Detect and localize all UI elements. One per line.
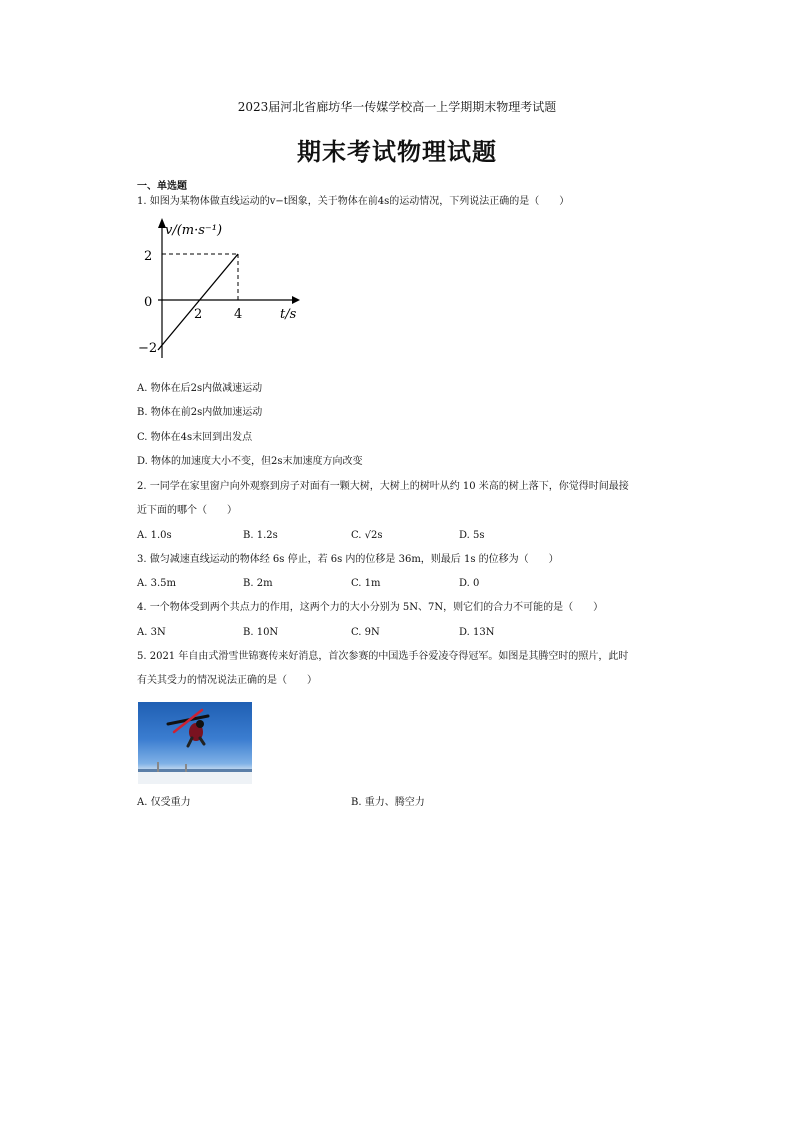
- question-2-stem-line2: 近下面的哪个（ ）: [137, 505, 237, 516]
- question-2-option-b: B. 1.2s: [243, 530, 278, 541]
- question-4-option-b: B. 10N: [243, 627, 279, 638]
- y-axis-label: v/(m·s⁻¹): [165, 223, 223, 238]
- x-tick-2: 2: [194, 307, 203, 322]
- question-4-option-a: A. 3N: [137, 627, 166, 638]
- question-2-option-d: D. 5s: [459, 530, 485, 541]
- question-4-stem: 4. 一个物体受到两个共点力的作用，这两个力的大小分别为 5N、7N，则它们的合力不可能的是（ ）: [137, 602, 604, 613]
- section-heading: 一、单选题: [137, 181, 187, 192]
- question-3-option-b: B. 2m: [243, 578, 273, 589]
- question-5-stem-line1: 5. 2021 年自由式滑雪世锦赛传来好消息，首次参赛的中国选手谷爱凌夺得冠军。如图是其腾空时的照片，此时: [137, 651, 629, 662]
- x-axis-arrow: [292, 296, 300, 304]
- question-3-option-c: C. 1m: [351, 578, 381, 589]
- x-axis-label: t/s: [280, 307, 297, 322]
- y-tick-2: 2: [144, 249, 153, 264]
- question-1-stem: 1. 如图为某物体做直线运动的v−t图象，关于物体在前4s的运动情况，下列说法正确的是（ ）: [137, 196, 570, 207]
- velocity-line: [158, 254, 238, 350]
- question-3-stem: 3. 做匀减速直线运动的物体经 6s 停止，若 6s 内的位移是 36m，则最后 1s 的位移为（ ）: [137, 554, 559, 565]
- question-1-option-d: D. 物体的加速度大小不变，但2s末加速度方向改变: [137, 456, 363, 467]
- question-1-option-b: B. 物体在前2s内做加速运动: [137, 407, 263, 418]
- x-tick-4: 4: [234, 307, 243, 322]
- question-1-option-a: A. 物体在后2s内做减速运动: [137, 383, 263, 394]
- y-tick-neg2: −2: [138, 341, 158, 356]
- question-5-option-b: B. 重力、腾空力: [351, 797, 425, 808]
- skier-photo: [138, 702, 252, 784]
- document-title: 期末考试物理试题: [297, 137, 497, 166]
- question-5-option-a: A. 仅受重力: [137, 797, 191, 808]
- question-2-option-c: C. √2s: [351, 530, 383, 541]
- question-4-option-d: D. 13N: [459, 627, 495, 638]
- question-2-stem-line1: 2. 一同学在家里窗户向外观察到房子对面有一颗大树，大树上的树叶从约 10 米高的树上落下，你觉得时间最接: [137, 481, 629, 492]
- question-4-option-c: C. 9N: [351, 627, 380, 638]
- y-tick-0: 0: [144, 295, 153, 310]
- document-subtitle: 2023届河北省廊坊华一传媒学校高一上学期期末物理考试题: [237, 100, 557, 114]
- question-3-option-a: A. 3.5m: [137, 578, 176, 589]
- question-3-option-d: D. 0: [459, 578, 480, 589]
- vt-graph: [136, 216, 311, 358]
- question-2-option-a: A. 1.0s: [137, 530, 172, 541]
- question-5-stem-line2: 有关其受力的情况说法正确的是（ ）: [137, 675, 317, 686]
- skier-figure: [138, 702, 252, 784]
- question-1-option-c: C. 物体在4s末回到出发点: [137, 432, 253, 443]
